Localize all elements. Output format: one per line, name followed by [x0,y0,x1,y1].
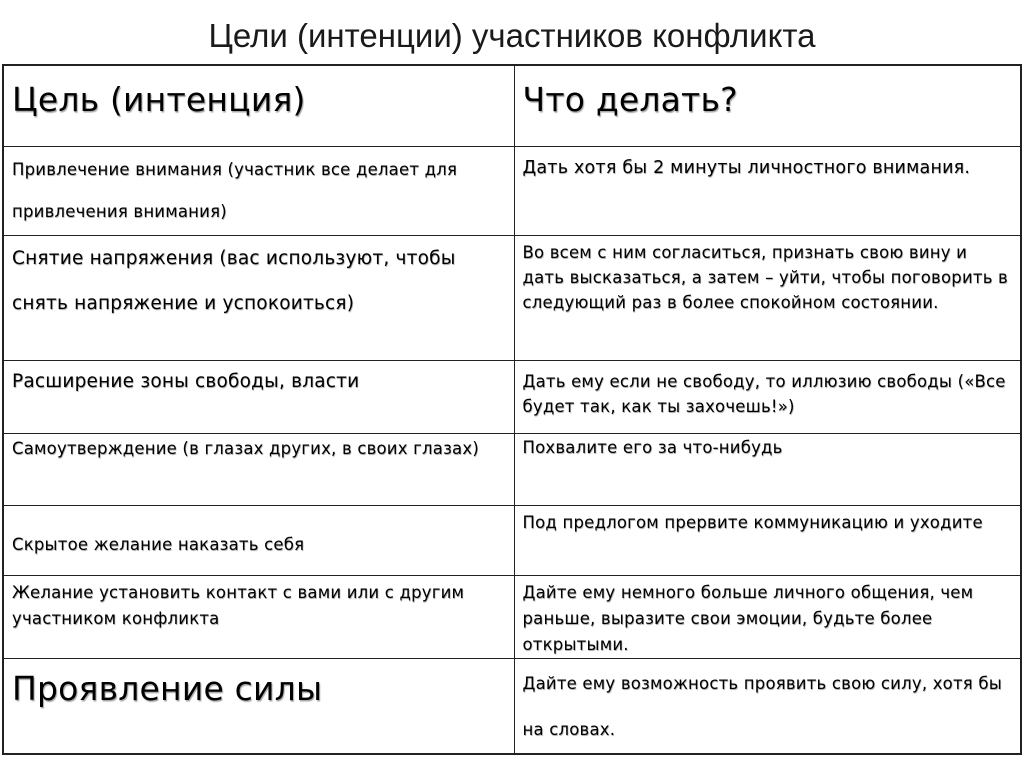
intentions-table [2,64,1022,755]
table-row [3,576,1021,659]
action-cell: Дать ему если не свободу, то иллюзию свободы («Все будет так, как ты захочешь!») [514,361,1021,434]
table-row [3,147,1021,236]
table-row [3,236,1021,361]
table-row [3,361,1021,434]
goal-cell: Расширение зоны свободы, власти [3,361,514,434]
goal-cell: Проявление силы [3,659,514,755]
goal-cell: Привлечение внимания (участник все делает для привлечения внимания) [3,147,514,236]
table-header-row [3,65,1021,147]
action-cell: Под предлогом прервите коммуникацию и уходите [514,506,1021,576]
goal-cell: Желание установить контакт с вами или с другим участником конфликта [3,576,514,659]
action-cell: Дайте ему возможность проявить свою силу, хотя бы на словах. [514,659,1021,755]
column-header-goal: Цель (интенция) [3,65,514,147]
action-cell: Дайте ему немного больше личного общения, чем раньше, выразите свои эмоции, будьте более открытыми. [514,576,1021,659]
table-row [3,659,1021,755]
action-cell: Похвалите его за что-нибудь [514,434,1021,506]
slide-title: Цели (интенции) участников конфликта [208,17,816,54]
table-row [3,506,1021,576]
action-cell: Дать хотя бы 2 минуты личностного внимания. [514,147,1021,236]
table-row [3,434,1021,506]
goal-cell: Скрытое желание наказать себя [3,506,514,576]
goal-cell: Самоутверждение (в глазах других, в своих глазах) [3,434,514,506]
action-cell: Во всем с ним согласиться, признать свою вину и дать высказаться, а затем – уйти, чтобы поговорить в следующий раз в более спокойном состоянии. [514,236,1021,361]
goal-cell: Снятие напряжения (вас используют, чтобы снять напряжение и успокоиться) [3,236,514,361]
column-header-action: Что делать? [514,65,1021,147]
